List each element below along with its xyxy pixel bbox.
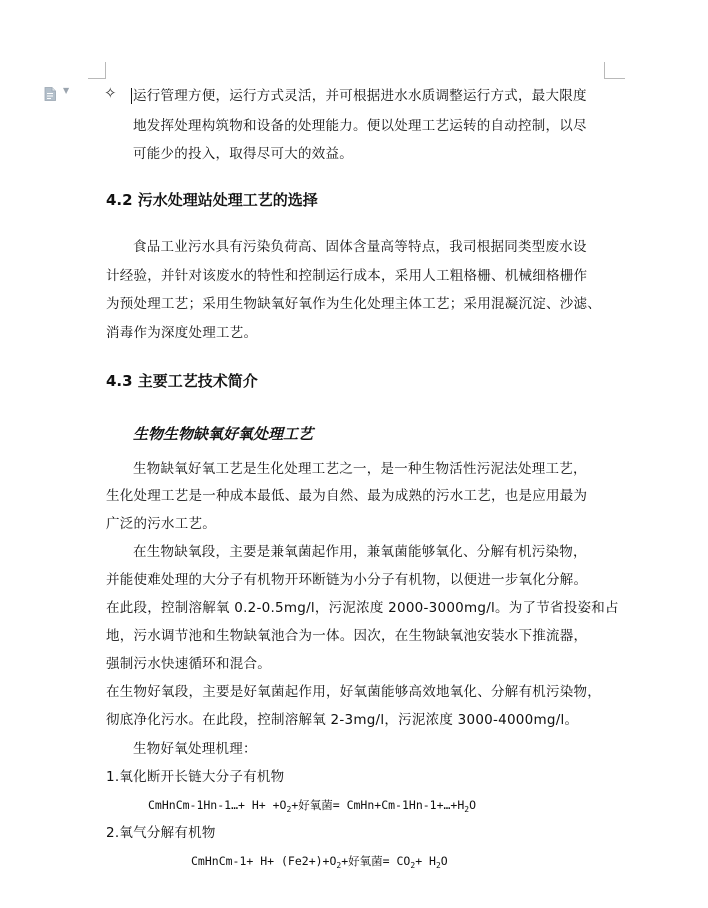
section-heading: 4.3 主要工艺技术简介: [106, 372, 258, 390]
body-line: 生物缺氧好氧工艺是生化处理工艺之一，是一种生物活性污泥法处理工艺，: [133, 461, 587, 477]
body-line: 运行管理方便，运行方式灵活，并可根据进水水质调整运行方式，最大限度: [133, 88, 587, 104]
crop-mark-right-vertical: [604, 62, 605, 79]
body-line: 彻底净化污水。在此段，控制溶解氧 2-3mg/l，污泥浓度 3000-4000mg/l。: [106, 712, 579, 728]
body-line: 生化处理工艺是一种成本最低、最为自然、最为成熟的污水工艺，也是应用最为: [106, 488, 588, 504]
body-line: 为预处理工艺；采用生物缺氧好氧作为生化处理主体工艺；采用混凝沉淀、沙滤、: [106, 296, 601, 312]
body-line: 地发挥处理构筑物和设备的处理能力。便以处理工艺运转的自动控制，以尽: [133, 118, 587, 134]
crop-mark-right-horizontal: [604, 78, 625, 79]
list-item: 1.氧化断开长链大分子有机物: [106, 769, 285, 785]
chevron-down-icon[interactable]: ▼: [63, 86, 70, 95]
crop-mark-left-horizontal: [88, 78, 106, 79]
body-line: 计经验，并针对该废水的特性和控制运行成本，采用人工粗格栅、机械细格栅作: [106, 268, 588, 284]
document-icon[interactable]: [44, 87, 56, 101]
crop-mark-left-vertical: [105, 62, 106, 79]
body-line: 生物好氧处理机理：: [133, 741, 257, 757]
body-line: 广泛的污水工艺。: [106, 516, 216, 532]
body-line: 地，污水调节池和生物缺氧池合为一体。因次，在生物缺氧池安装水下推流器，: [106, 628, 588, 644]
body-line: 在生物缺氧段，主要是兼氧菌起作用，兼氧菌能够氧化、分解有机污染物，: [133, 544, 587, 560]
text-cursor: [131, 88, 132, 104]
equation: CmHnCm-1+ $H+ (Fe2+)+O_2+$好氧菌= $CO_2+ H_2O$: [191, 854, 448, 870]
subsection-heading: 生物生物缺氧好氧处理工艺: [133, 425, 314, 443]
move-handle-icon[interactable]: ✧: [104, 84, 117, 102]
body-line: 消毒作为深度处理工艺。: [106, 325, 258, 341]
equation: CmHnCm-1Hn-1…+ $H+ +O_2+$好氧菌= $CmHn+Cm-1Hn-1+\dots+H_2O$: [148, 798, 477, 814]
body-line: 在生物好氧段，主要是好氧菌起作用，好氧菌能够高效地氧化、分解有机污染物，: [106, 684, 601, 700]
body-line: 强制污水快速循环和混合。: [106, 656, 271, 672]
body-line: 食品工业污水具有污染负荷高、固体含量高等特点，我司根据同类型废水设: [133, 239, 587, 255]
body-line: 并能使难处理的大分子有机物开环断链为小分子有机物，以便进一步氧化分解。: [106, 572, 588, 588]
body-line: 在此段，控制溶解氧 0.2-0.5mg/l，污泥浓度 2000-3000mg/l。为了节省投姿和占: [106, 600, 619, 616]
section-heading: 4.2 污水处理站处理工艺的选择: [106, 191, 318, 209]
list-item: 2.氧气分解有机物: [106, 825, 216, 841]
body-line: 可能少的投入，取得尽可大的效益。: [133, 146, 353, 162]
